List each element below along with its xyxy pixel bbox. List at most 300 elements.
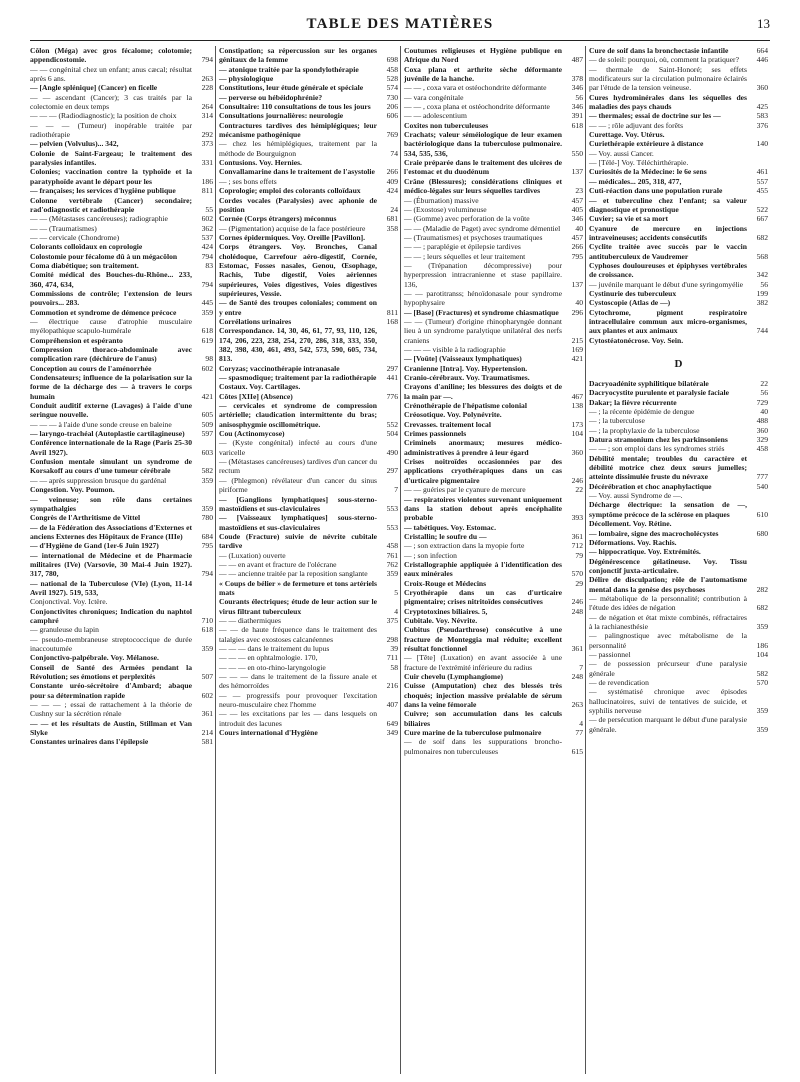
entry-text: — médicales... 205, 318, 477,	[589, 176, 682, 186]
index-entry	[589, 111, 768, 120]
index-entry	[219, 83, 398, 92]
entry-text: — — diathermiques	[219, 615, 282, 625]
index-entry	[30, 317, 213, 336]
index-entry	[589, 196, 768, 215]
entry-page: 619	[201, 335, 213, 345]
index-entry	[589, 388, 768, 397]
index-entry	[219, 121, 398, 140]
entry-text: Congestion. Voy. Poumon.	[30, 485, 115, 495]
index-entry	[219, 691, 398, 710]
index-entry	[404, 317, 583, 345]
entry-text: Consultations journalières: neurologie	[219, 111, 344, 121]
entry-text: — — les excitations par les — dans lesquels on introduit des lacunes	[219, 709, 377, 728]
entry-text: — — , coxa vara et ostéochondrite déformante	[404, 83, 547, 93]
entry-text: — [Base] (Fractures) et syndrome chiasmatique	[404, 307, 559, 317]
entry-text: Constitutions, leur étude générale et spéciale	[219, 83, 364, 93]
entry-text: Cranio-cérébraux. Voy. Traumatismes.	[404, 373, 530, 383]
entry-page: 457	[571, 232, 583, 242]
entry-page: 615	[571, 746, 583, 756]
entry-text: Conjonctivo-palpébrale. Voy. Mélanose.	[30, 653, 159, 663]
entry-text: Colonne vertébrale (Cancer) secondaire; rad'odiagnostic et radiothérapie	[30, 195, 192, 214]
entry-text: — — — à l'aide d'une sonde creuse en baleine	[30, 419, 172, 429]
entry-page: 22	[760, 379, 768, 388]
entry-page: 681	[386, 214, 398, 224]
entry-text: Coxa plana et arthrite sèche déformante juvénile de la hanche.	[404, 64, 562, 84]
entry-page: 811	[386, 307, 398, 317]
entry-text: Convallamarine dans le traitement de l'asystolie	[219, 167, 375, 177]
entry-text: — — congénital chez un enfant; anus cæcal; résultat après 6 ans.	[30, 64, 192, 84]
index-entry	[404, 709, 583, 728]
entry-text: Cristallographie appliquée à l'identification des eaux minérales	[404, 559, 562, 579]
index-entry	[219, 476, 398, 495]
entry-text: — passionnel	[589, 649, 631, 659]
index-entry	[219, 579, 398, 598]
entry-text: Curiethérapie extérieure à distance	[589, 139, 704, 149]
index-entry	[404, 410, 583, 419]
entry-text: — — — (Radiodiagnostic); la position de choix	[30, 111, 177, 121]
entry-text: Déformations. Voy. Rachis.	[589, 537, 677, 547]
index-entry	[30, 83, 213, 92]
entry-page: 4	[394, 606, 398, 616]
index-entry	[589, 650, 768, 659]
index-entry	[30, 476, 213, 485]
entry-text: Cuvier; sa vie et sa mort	[589, 214, 669, 224]
entry-text: — — — ; essai de rattachement à la théorie de Cushny sur la sécrétion rénale	[30, 700, 192, 719]
entry-text: — hippocratique. Voy. Extrémités.	[589, 547, 701, 557]
index-entry	[30, 429, 213, 438]
entry-page: 77	[575, 728, 583, 738]
index-entry	[30, 700, 213, 719]
index-entry	[404, 102, 583, 111]
entry-text: Délire de disculpation; rôle de l'automatisme mental dans la genèse des psychoses	[589, 575, 747, 594]
index-entry	[219, 551, 398, 560]
index-entry	[589, 214, 768, 223]
index-entry	[219, 438, 398, 457]
entry-text: — [Ganglions lymphatiques] sous-sterno-mastoïdiens et sus-claviculaires	[219, 494, 377, 513]
index-entry	[404, 289, 583, 308]
entry-text: Crimes passionnels	[404, 429, 467, 439]
index-entry	[404, 523, 583, 532]
index-entry	[404, 354, 583, 363]
index-entry	[30, 681, 213, 700]
entry-page: 582	[756, 668, 768, 678]
entry-page: 522	[756, 204, 768, 214]
entry-page: 425	[756, 102, 768, 112]
index-entry	[30, 196, 213, 215]
entry-text: — — et les résultats de Austin, Stillman et Van Slyke	[30, 718, 192, 738]
index-entry	[219, 111, 398, 120]
entry-page: 24	[390, 204, 398, 214]
entry-text: Criminels anormaux; mesures médico-administratives à prendre à leur égard	[404, 438, 562, 457]
entry-text: Cordes vocales (Paralysies) avec aphonie de position	[219, 195, 377, 214]
index-entry	[219, 382, 398, 391]
entry-text: Curiosités de la Médecine: le 6e sens	[589, 167, 707, 177]
entry-text: — pelvien (Volvulus)... 342,	[30, 139, 119, 149]
entry-text: Cours international d'Hygiène	[219, 728, 318, 738]
index-entry	[589, 594, 768, 613]
entry-text: — physiologique	[219, 74, 274, 84]
entry-text: Décollement. Voy. Rétine.	[589, 519, 672, 529]
entry-page: 441	[386, 373, 398, 383]
entry-page: 137	[571, 167, 583, 177]
entry-text: Coxites non tuberculeuses	[404, 120, 489, 130]
index-entry	[30, 139, 213, 148]
entry-text: — palingnostique avec métabolisme de la personnalité	[589, 631, 747, 650]
entry-text: Cornée (Corps étrangers) méconnus	[219, 214, 337, 224]
entry-text: Constantes urinaires dans l'épilepsie	[30, 737, 149, 747]
index-entry	[589, 715, 768, 734]
entry-page: 794	[201, 55, 213, 65]
entry-text: Cure de soif dans la bronchectasie infantile	[589, 46, 729, 55]
entry-text: — (Traumatismes) et psychoses traumatiques	[404, 232, 543, 242]
index-entry	[219, 74, 398, 83]
index-entry	[30, 252, 213, 261]
index-entry	[219, 560, 398, 569]
index-entry	[404, 308, 583, 317]
entry-text: Conférence internationale de la Rage (Paris 25-30 Avril 1927).	[30, 438, 192, 457]
index-entry	[30, 485, 213, 494]
index-entry	[404, 205, 583, 214]
entry-page: 618	[201, 625, 213, 635]
entry-text: Curettage. Voy. Utérus.	[589, 130, 665, 140]
entry-text: Cytochrome, pigment respiratoire intracellulaire commun aux micro-organismes, aux plantes et aux animaux	[589, 307, 747, 336]
index-entry	[219, 709, 398, 728]
index-entry	[30, 523, 213, 542]
entry-page: 509	[201, 419, 213, 429]
entry-text: — granuleuse du lapin	[30, 625, 99, 635]
index-entry	[589, 308, 768, 336]
entry-text: Constipation; sa répercussion sur les organes génitaux de la femme	[219, 46, 377, 65]
entry-page: 393	[571, 513, 583, 523]
index-entry	[589, 177, 768, 186]
entry-text: Côlon (Méga) avec gros fécalome; colotomie; appendicostomie.	[30, 46, 192, 65]
entry-page: 137	[571, 279, 583, 289]
entry-text: — — — (Tumeur) inopérable traitée par radiothérapie	[30, 120, 192, 140]
entry-page: 504	[386, 429, 398, 439]
entry-page: 445	[201, 298, 213, 308]
entry-page: 795	[201, 541, 213, 551]
index-entry	[589, 139, 768, 148]
entry-text: — thermale de Saint-Honoré; ses effets modificateurs sur la circulation pulmonaire éclairés par l'étude de la tension veineuse.	[589, 64, 747, 93]
index-entry	[589, 519, 768, 528]
index-entry	[219, 65, 398, 74]
index-entry	[30, 653, 213, 662]
entry-text: Décérébration et choc anaphylactique	[589, 481, 712, 491]
entry-page: 104	[756, 649, 768, 659]
entry-page: 266	[571, 242, 583, 252]
entry-page: 55	[205, 204, 213, 214]
entry-text: — perverse ou hébéidophrénie?	[219, 92, 323, 102]
index-entry	[404, 121, 583, 130]
entry-text: — thermales; essai de doctrine sur les —	[589, 111, 721, 121]
entry-page: 528	[386, 74, 398, 84]
entry-page: 246	[571, 597, 583, 607]
index-entry	[404, 345, 583, 354]
entry-page: 359	[756, 621, 768, 631]
entry-page: 331	[201, 158, 213, 168]
index-entry	[219, 317, 398, 326]
entry-text: — international de Médecine et de Pharmacie militaires (IVe) (Varsovie, 30 Mai-4 Juin 1927). 317, 780,	[30, 550, 192, 579]
entry-text: Constante uréo-sécrétoire d'Ambard; abaque pour sa détermination rapide	[30, 681, 192, 700]
entry-text: — — — en oto-rhino-laryngologie	[219, 662, 326, 672]
index-entry	[219, 392, 398, 401]
entry-page: 7	[394, 485, 398, 495]
index-entry	[219, 242, 398, 298]
entry-text: Compréhension et espéranto	[30, 335, 123, 345]
entry-text: — — ascendant (Cancer); 3 cas traités par la colectomie en deux temps	[30, 92, 192, 112]
entry-page: 424	[201, 242, 213, 252]
index-entry	[30, 93, 213, 112]
entry-text: — — ; rôle adjuvant des forêts	[589, 120, 684, 130]
entry-page: 424	[386, 186, 398, 196]
index-entry	[30, 149, 213, 168]
index-entry	[219, 46, 398, 65]
entry-page: 574	[386, 83, 398, 93]
entry-page: 794	[201, 569, 213, 579]
index-entry	[404, 224, 583, 233]
entry-text: Contractures tardives des hémiplégiques; leur mécanisme pathogénique	[219, 120, 377, 140]
index-entry	[219, 177, 398, 186]
entry-text: Colonies; vaccination contre la typhoïde et la paratyphoïde avant le départ pour les	[30, 167, 192, 186]
entry-text: Conjonctival. Voy. Ictère.	[30, 597, 108, 607]
index-entry	[404, 625, 583, 653]
entry-page: 684	[201, 531, 213, 541]
entry-text: Croix-Rouge et Médecins	[404, 578, 487, 588]
index-entry	[404, 653, 583, 672]
index-entry	[219, 102, 398, 111]
index-entry	[589, 500, 768, 519]
index-entry	[589, 379, 768, 388]
entry-page: 794	[201, 279, 213, 289]
index-entry	[589, 482, 768, 491]
entry-page: 359	[201, 644, 213, 653]
entry-page: 730	[386, 92, 398, 102]
entry-text: Décharge électrique: la sensation de —, symptôme précoce de la sclérose en plaques	[589, 500, 747, 519]
entry-text: Compression thoraco-abdominale avec complication rare (déchirure de l'anus)	[30, 345, 192, 364]
entry-text: Cubitus (Pseudarthrose) consécutive à une fracture de Monteggia mal réduite; excellent résultat fonctionnel	[404, 625, 562, 653]
index-entry	[30, 719, 213, 738]
entry-text: Cyphoses douloureuses et épiphyses vertébrales de croissance.	[589, 260, 747, 280]
entry-text: Coude (Fracture) suivie de névrite cubitale tardive	[219, 531, 377, 551]
entry-text: — — parotitranss; hénoïdonasale pour syndrome hypophysaire	[404, 288, 562, 308]
entry-page: 540	[756, 481, 768, 491]
entry-text: — juvénile marquant le début d'une syringomyélie	[589, 279, 744, 289]
entry-text: — ; son extraction dans la myopie forte	[404, 541, 525, 551]
entry-text: Craie préparée dans le traitement des ulcères de l'estomac et du duodénum	[404, 158, 562, 177]
entry-text: Cyanure de mercure en injections intraveineuses; accidents consécutifs	[589, 223, 747, 242]
index-entry	[404, 457, 583, 485]
entry-page: 297	[386, 363, 398, 373]
entry-text: — ; son infection	[404, 550, 457, 560]
index-entry	[589, 557, 768, 576]
index-entry	[589, 687, 768, 715]
index-entry	[219, 214, 398, 223]
index-entry	[219, 495, 398, 514]
entry-text: Condensateurs; influence de la polarisation sur la forme de la décharge des — à travers le corps humain	[30, 373, 192, 401]
entry-text: — pseudo-membraneuse streptococcique de durée inaccoutumée	[30, 634, 192, 653]
entry-page: 264	[201, 102, 213, 112]
entry-page: 391	[571, 111, 583, 121]
entry-text: — de soleil: pourquoi, où, comment la pratiquer?	[589, 55, 739, 65]
entry-text: Crises noitroïdes occasionnées par des applications cryothérapiques dans un cas d'urticaire pigmentaire	[404, 457, 562, 485]
entry-page: 298	[386, 634, 398, 644]
entry-page: 199	[756, 288, 768, 298]
entry-text: — Voy. aussi Syndrome de —.	[589, 491, 683, 501]
entry-page: 248	[571, 606, 583, 616]
index-entry	[404, 214, 583, 223]
index-entry	[404, 681, 583, 709]
index-entry	[30, 579, 213, 598]
entry-text: Congrès de l'Arthritisme de Vittel	[30, 513, 141, 523]
entry-text: — — (Tumeur) d'origine rhinopharyngée donnant lieu à un syndrome paralytique unilatéral des nerfs craniens	[404, 316, 562, 345]
entry-text: — laryngo-trachéal (Autoplastie cartilagineuse)	[30, 429, 185, 439]
entry-page: 455	[756, 186, 768, 196]
entry-page: 56	[760, 279, 768, 289]
entry-text: Cuivre; son accumulation dans les calculs biliaires	[404, 709, 562, 728]
entry-page: 583	[756, 111, 768, 121]
entry-text: — de persécution marquant le début d'une paralysie générale.	[589, 715, 747, 734]
entry-text: — de négation et état mixte combinés, réfractaires à la rachianesthésie	[589, 612, 747, 631]
entry-page: 214	[201, 728, 213, 738]
index-entry	[589, 444, 768, 453]
entry-text: Coryzas; vaccinothérapie intranasale	[219, 363, 340, 373]
index-entry	[30, 242, 213, 251]
entry-page: 361	[571, 644, 583, 653]
entry-page: 79	[575, 550, 583, 560]
index-entry	[589, 121, 768, 130]
entry-page: 29	[575, 578, 583, 588]
entry-text: — — guéries par le cyanure de mercure	[404, 485, 526, 495]
index-entry	[30, 65, 213, 84]
index-entry	[30, 373, 213, 401]
entry-page: 40	[575, 298, 583, 308]
entry-text: — — de haute fréquence dans le traitement des talalgies avec exostoses calcanéennes	[219, 625, 377, 644]
entry-text: — chez les hémiplégiques, traitement par la méthode de Bourguignon	[219, 139, 377, 158]
index-entry	[30, 635, 213, 654]
entry-page: 349	[386, 728, 398, 738]
index-column-1	[30, 46, 215, 1074]
index-entry	[589, 46, 768, 55]
entry-text: Consultaire: 110 consultations de tous les jours	[219, 102, 371, 112]
index-entry	[589, 659, 768, 678]
entry-text: Cure marine de la tuberculose pulmonaire	[404, 728, 542, 738]
index-entry	[219, 616, 398, 625]
index-entry	[404, 495, 583, 523]
index-entry	[30, 541, 213, 550]
entry-page: 373	[201, 139, 213, 149]
index-column-2	[215, 46, 400, 1074]
entry-text: Conseil de Santé des Armées pendant la Révolution; ses émotions et perplexités	[30, 662, 192, 682]
entry-page: 346	[571, 83, 583, 93]
entry-page: 457	[571, 195, 583, 205]
entry-page: 610	[756, 509, 768, 519]
entry-page: 649	[386, 718, 398, 728]
entry-text: Crachats; valeur séméiologique de leur examen bactériologique dans la tuberculose pulmonaire. 534, 535, 536,	[404, 130, 562, 158]
entry-text: Crénothérapie de l'hépatisme colonial	[404, 401, 527, 411]
entry-page: 98	[205, 354, 213, 364]
entry-page: 376	[756, 120, 768, 130]
index-entry	[589, 167, 768, 176]
index-entry	[589, 547, 768, 556]
entry-text: — respiratoires violentes survenant uniquement dans la station debout après encéphalite probable	[404, 494, 562, 523]
entry-text: Débilité mentale; troubles du caractère et débilité motrice chez deux sœurs jumelles; atteinte dissimulée fruste du névraxe	[589, 453, 747, 482]
entry-page: 215	[571, 335, 583, 345]
index-entry	[30, 214, 213, 223]
entry-page: 282	[756, 584, 768, 594]
entry-text: — ; la prophylaxie de la tuberculose	[589, 425, 700, 435]
index-entry	[589, 416, 768, 425]
index-entry	[404, 233, 583, 242]
entry-page: 603	[201, 447, 213, 457]
entry-text: — et tuberculine chez l'enfant; sa valeur diagnostique et pronostique	[589, 195, 747, 214]
entry-text: Cuisse (Amputation) chez des blessés très choqués; injection massive préalable de sérum dans la veine fémorale	[404, 681, 562, 710]
index-entry	[589, 454, 768, 482]
index-entry	[404, 737, 583, 756]
entry-text: Dacryocystite purulente et paralysie faciale	[589, 388, 730, 398]
entry-page: 346	[571, 214, 583, 224]
index-column-4	[585, 46, 770, 1074]
entry-text: — (Pigmentation) acquise de la face postérieure	[219, 223, 366, 233]
entry-text: — de Santé des troupes coloniales; comment on y entre	[219, 298, 377, 317]
entry-page: 359	[386, 569, 398, 579]
index-entry	[404, 429, 583, 438]
entry-page: 421	[201, 391, 213, 401]
entry-page: 104	[571, 429, 583, 439]
entry-text: — — ; leurs séquelles et leur traitement	[404, 251, 526, 261]
entry-page: 405	[571, 204, 583, 214]
index-entry	[30, 336, 213, 345]
entry-text: — — — visible à la radiographie	[404, 345, 506, 354]
entry-text: — — (Traumatismes)	[30, 223, 97, 233]
entry-text: Coprologie; emploi des colorants colloïdaux	[219, 186, 361, 196]
index-entry	[404, 373, 583, 382]
index-entry	[589, 613, 768, 632]
index-entry	[404, 177, 583, 196]
entry-text: — de soif dans les suppurations broncho-pulmonaires non tuberculeuses	[404, 737, 562, 756]
entry-page: 597	[201, 429, 213, 439]
entry-page: 7	[579, 662, 583, 672]
entry-text: — atonique traitée par la spondylothérapie	[219, 64, 359, 74]
entry-text: Cornes épidermiques. Voy. Oreille [Pavillon].	[219, 232, 366, 242]
index-entry	[589, 186, 768, 195]
entry-text: — — (Métastases cancéreuses); radiographie	[30, 214, 168, 224]
index-entry	[404, 420, 583, 429]
entry-page: 552	[386, 419, 398, 429]
entry-text: Cuir chevelu (Lymphangiome)	[404, 672, 504, 682]
entry-text: « Coups de bélier » de fermeture et tons artériels mats	[219, 578, 377, 597]
index-entry	[404, 65, 583, 84]
index-entry	[30, 345, 213, 364]
entry-text: — — progressifs pour provoquer l'excitation neuro-musculaire chez l'homme	[219, 690, 377, 710]
entry-text: Cures hydrominérales dans les séquelles des maladies des pays chauds	[589, 92, 747, 112]
entry-page: 458	[386, 541, 398, 551]
entry-page: 581	[201, 737, 213, 747]
entry-text: — [Télé-] Voy. Téléchirthérapie.	[589, 158, 689, 168]
entry-page: 74	[390, 148, 398, 158]
entry-text: — (Exostose) volumineuse	[404, 204, 487, 214]
entry-page: 407	[386, 700, 398, 710]
index-entry	[219, 158, 398, 167]
index-entry	[404, 158, 583, 177]
entry-page: 776	[386, 391, 398, 401]
index-entry	[30, 46, 213, 65]
entry-text: Cytostéatonécrose. Voy. Sein.	[589, 335, 684, 345]
entry-text: — — adolescentium	[404, 111, 467, 121]
entry-page: 346	[571, 102, 583, 112]
entry-page: 266	[386, 167, 398, 177]
entry-page: 358	[386, 223, 398, 233]
index-entry	[219, 625, 398, 644]
